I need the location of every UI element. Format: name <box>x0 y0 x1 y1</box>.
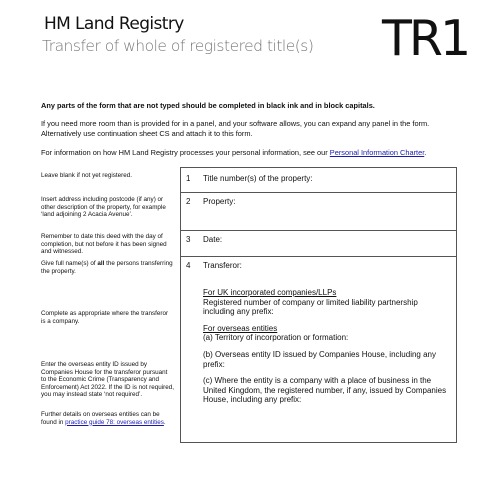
side-note-transferor <box>41 260 174 275</box>
side-note-property: Insert address including postcode (if any) or other description of the property, for example ‘land adjoining 2 Acacia Avenue’. <box>41 196 166 218</box>
side-note-practice-guide <box>41 411 174 426</box>
side-note-title: Leave blank if not yet registered. <box>41 172 133 179</box>
privacy-note-end: . <box>424 148 427 157</box>
privacy-note-text: For information on how HM Land Registry processes your personal information, see our <box>41 148 330 157</box>
panel-2-property[interactable] <box>180 192 457 231</box>
side-note-overseas-id: Enter the overseas entity ID issued by Companies House for the transferor pursuant to the Economic Crime (Transparency and Enforcement) Act 2022. If the ID is not required, you may instead state ‘not required’. <box>41 361 175 398</box>
panel-label: Date: <box>203 235 223 244</box>
panel-label: Property: <box>203 197 236 206</box>
side-note-company: Complete as appropriate where the transferor is a company. <box>41 310 169 325</box>
side-note-practice-guide-end: . <box>163 418 166 426</box>
ink-warning: Any parts of the form that are not typed should be completed in black ink and in block capitals. <box>41 101 375 110</box>
uk-registered-number-text: Registered number of company or limited liability partnership including any prefix: <box>203 297 418 317</box>
panel-number: 4 <box>186 261 191 270</box>
form-code: TR1 <box>382 10 469 67</box>
side-note-practice-guide-pre: Further details on overseas entities can be found in <box>41 411 160 426</box>
side-note-transferor-pre: Give full name(s) of <box>41 260 98 267</box>
overseas-entities-heading: For overseas entities <box>203 323 278 333</box>
side-note-transferor-post: the persons transferring the property. <box>41 260 173 275</box>
panel-3-date[interactable] <box>180 230 457 257</box>
panel-label: Title number(s) of the property: <box>203 174 313 183</box>
overseas-entity-id-text: (b) Overseas entity ID issued by Companies House, including any prefix: <box>203 349 436 369</box>
transferor-details <box>203 288 451 405</box>
practice-guide-78-link[interactable]: practice guide 78: overseas entities <box>65 418 164 426</box>
panel-label: Transferor: <box>203 261 242 270</box>
continuation-note: If you need more room than is provided for in a panel, and your software allows, you can expand any panel in the form. Alternatively use continuation sheet CS and attach it to this form. <box>41 119 430 138</box>
organisation-name: HM Land Registry <box>44 14 184 34</box>
side-note-transferor-bold: all <box>97 260 105 267</box>
side-note-date: Remember to date this deed with the day of completion, but not before it has been signed and witnessed. <box>41 233 167 255</box>
privacy-note <box>41 148 451 158</box>
form-title: Transfer of whole of registered title(s) <box>42 37 314 55</box>
panel-number: 2 <box>186 197 191 206</box>
uk-place-of-business-text: (c) Where the entity is a company with a place of business in the United Kingdom, the registered number, if any, issued by Companies House, including any prefix: <box>203 376 447 405</box>
panel-4-transferor[interactable] <box>180 256 457 443</box>
personal-information-charter-link[interactable]: Personal Information Charter <box>329 148 425 157</box>
uk-companies-heading: For UK incorporated companies/LLPs <box>203 288 337 297</box>
panel-number: 1 <box>186 174 191 183</box>
panel-number: 3 <box>186 235 191 244</box>
panel-1-title-number[interactable] <box>180 167 457 193</box>
territory-text: (a) Territory of incorporation or formation: <box>203 333 349 343</box>
